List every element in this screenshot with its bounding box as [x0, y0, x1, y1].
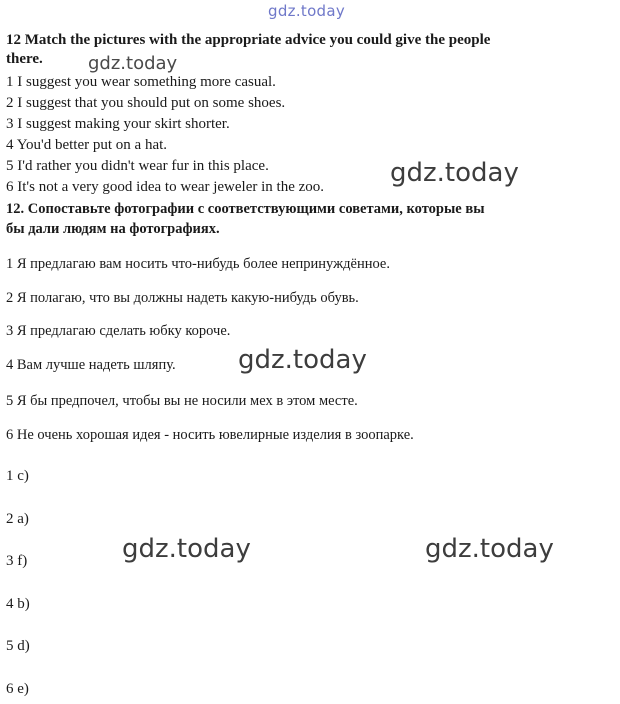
english-item-5: 5 I'd rather you didn't wear fur in this place. [6, 158, 269, 174]
russian-item-3: 3 Я предлагаю сделать юбку короче. [6, 323, 231, 339]
watermark-2: gdz.today [390, 158, 519, 188]
english-item-4: 4 You'd better put on a hat. [6, 137, 168, 153]
watermark-top: gdz.today [268, 2, 346, 20]
english-title-line-2: there. [6, 51, 43, 67]
english-item-2: 2 I suggest that you should put on some shoes. [6, 95, 286, 111]
answer-2: 2 a) [6, 511, 29, 527]
watermark-5: gdz.today [425, 534, 554, 564]
russian-item-5: 5 Я бы предпочел, чтобы вы не носили мех в этом месте. [6, 393, 358, 409]
watermark-4: gdz.today [122, 534, 251, 564]
english-title-line-1: 12 Match the pictures with the appropriate advice you could give the people [6, 32, 491, 48]
answer-6: 6 e) [6, 681, 29, 697]
answer-5: 5 d) [6, 638, 30, 654]
answer-3: 3 f) [6, 553, 28, 569]
answer-4: 4 b) [6, 596, 30, 612]
english-item-1: 1 I suggest you wear something more casual. [6, 74, 276, 90]
english-item-3: 3 I suggest making your skirt shorter. [6, 116, 230, 132]
russian-title-line-1: 12. Сопоставьте фотографии с соответствующими советами, которые вы [6, 201, 485, 217]
watermark-1: gdz.today [88, 53, 178, 74]
answer-1: 1 c) [6, 468, 29, 484]
russian-item-2: 2 Я полагаю, что вы должны надеть какую-нибудь обувь. [6, 290, 359, 306]
russian-item-4: 4 Вам лучше надеть шляпу. [6, 357, 176, 373]
russian-item-6: 6 Не очень хорошая идея - носить ювелирные изделия в зоопарке. [6, 427, 414, 443]
watermark-3: gdz.today [238, 345, 367, 375]
english-item-6: 6 It's not a very good idea to wear jeweler in the zoo. [6, 179, 325, 195]
russian-item-1: 1 Я предлагаю вам носить что-нибудь более непринуждённое. [6, 256, 390, 272]
russian-title-line-2: бы дали людям на фотографиях. [6, 221, 220, 237]
